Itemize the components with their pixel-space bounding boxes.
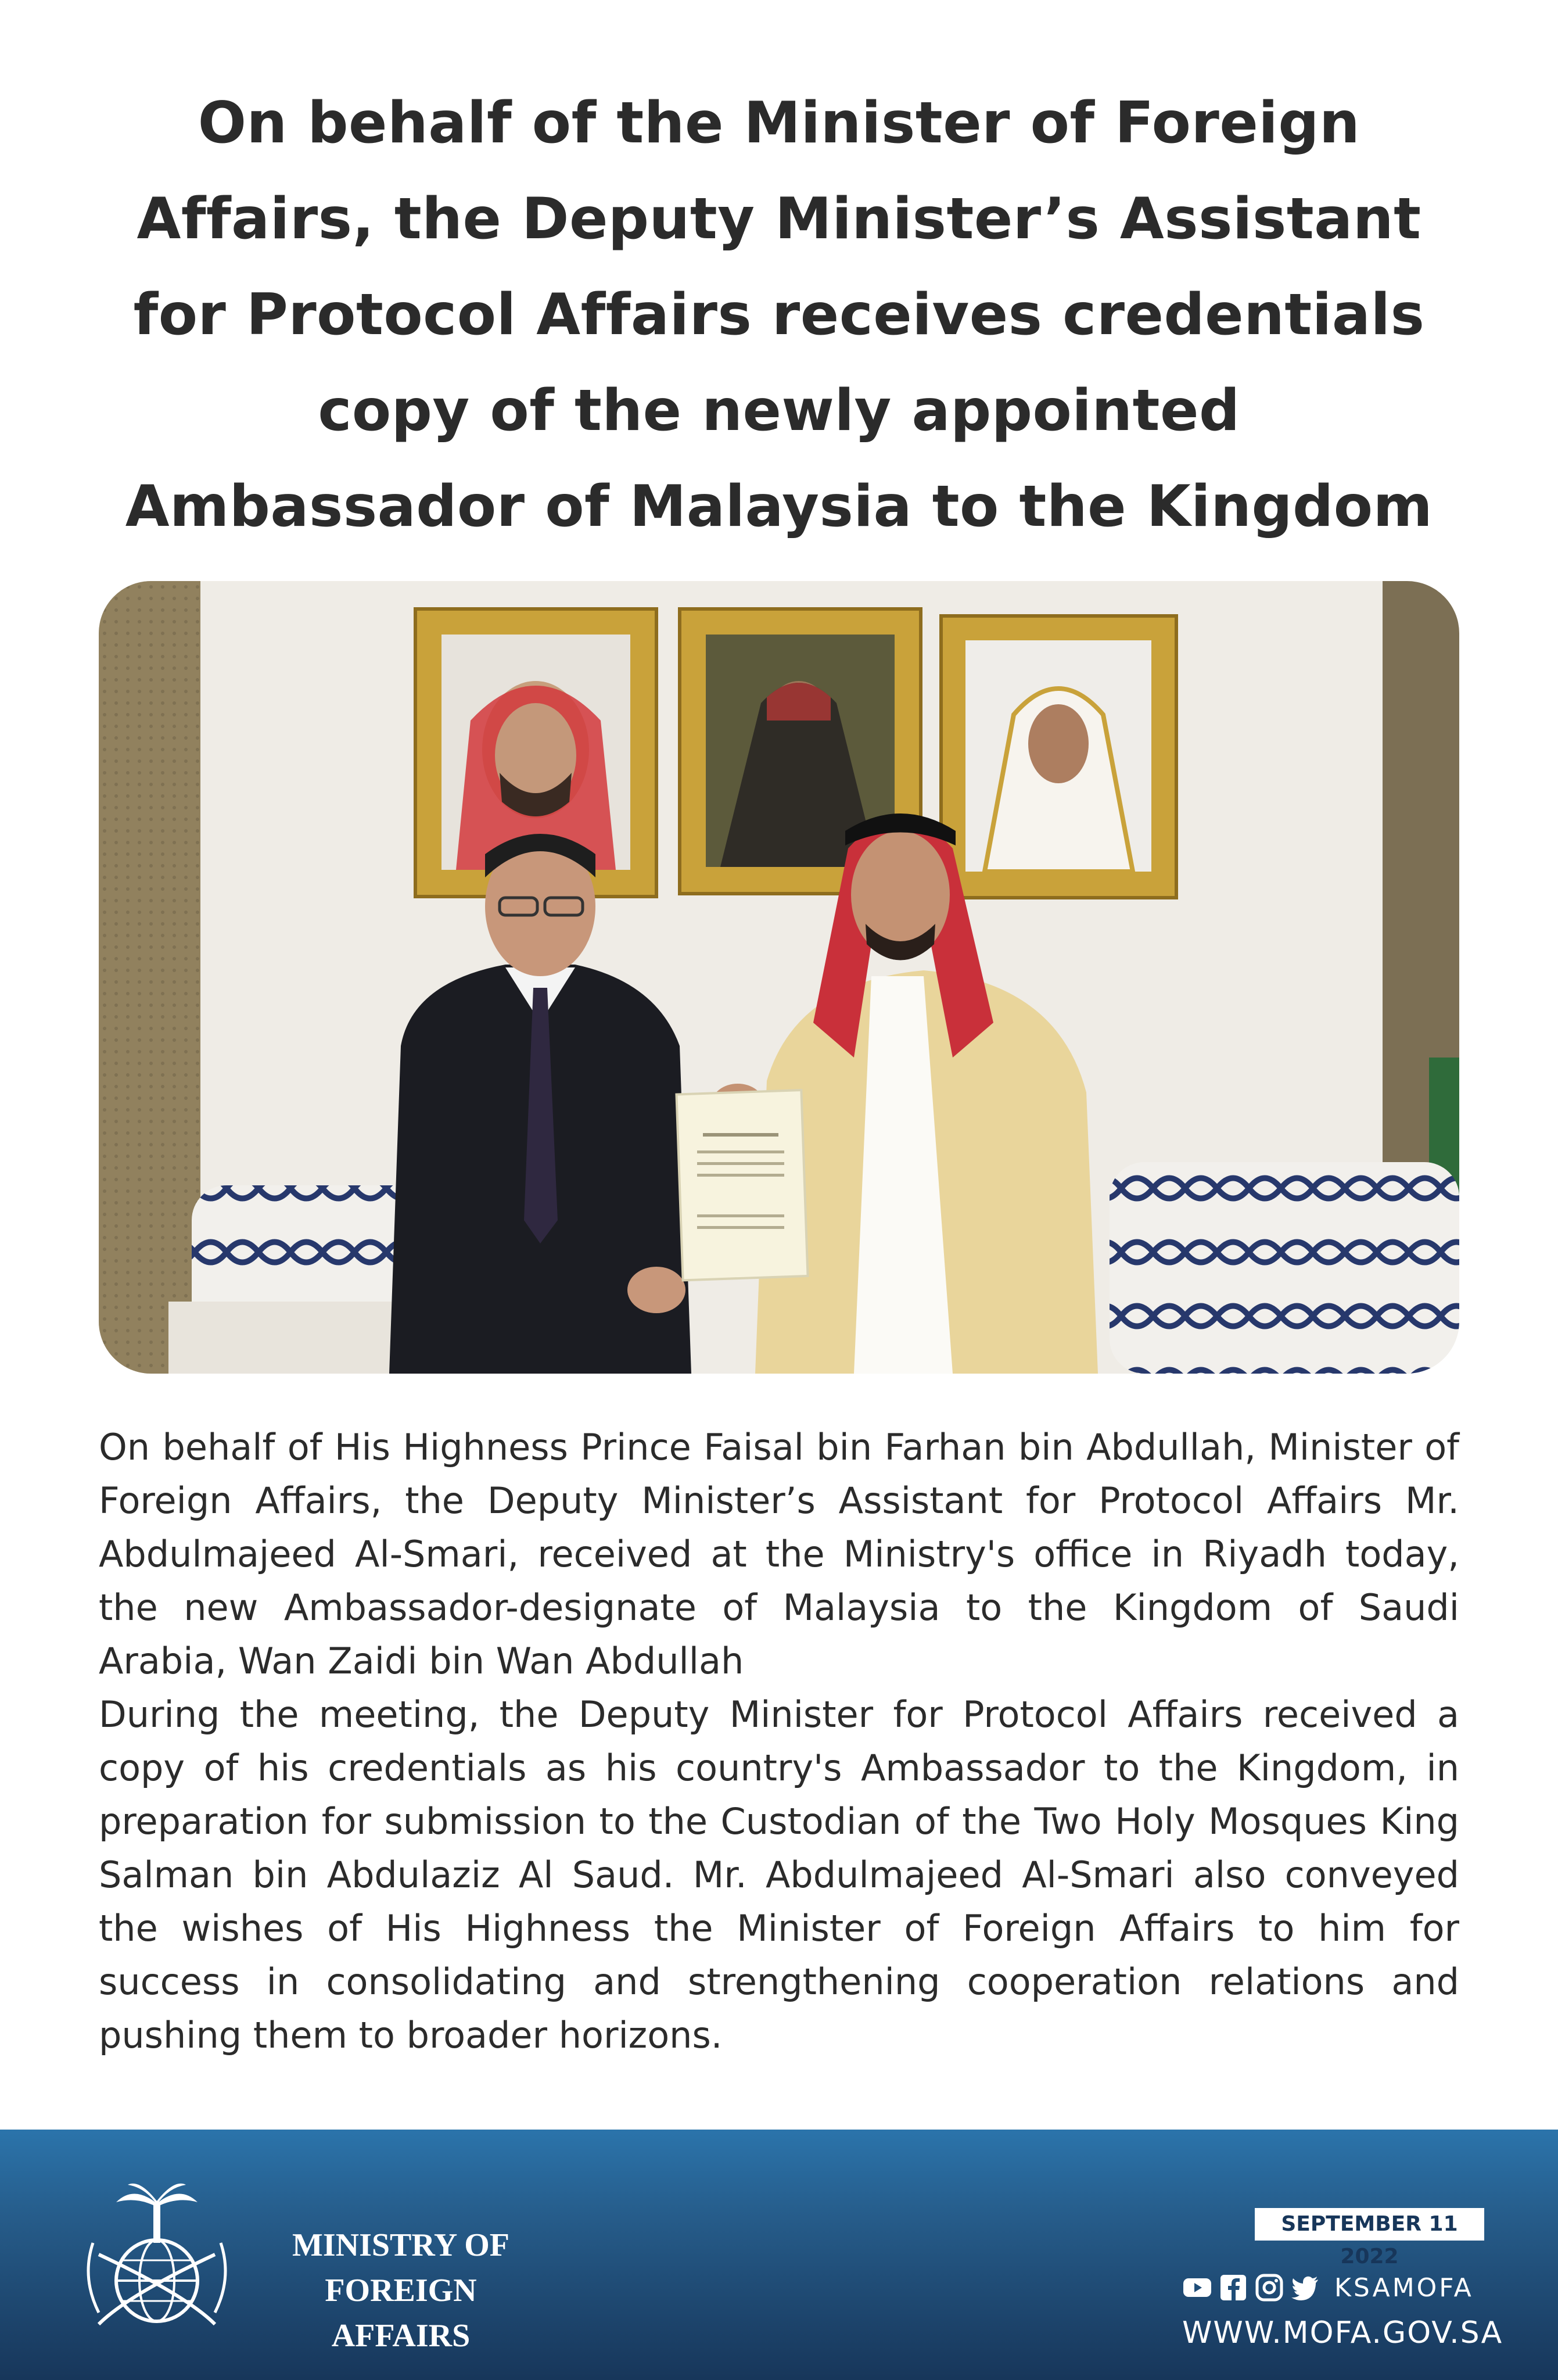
ministry-emblem-icon (76, 2179, 238, 2336)
portrait-right (941, 616, 1176, 898)
page-title (70, 76, 1488, 555)
social-handle[interactable]: KSAMOFA (1334, 2273, 1474, 2303)
ministry-line: MINISTRY OF (292, 2227, 509, 2263)
footer-banner (0, 2130, 1558, 2380)
youtube-icon[interactable] (1182, 2273, 1212, 2303)
social-links (1182, 2269, 1490, 2306)
title-line: for Protocol Affairs receives credentials (133, 282, 1425, 348)
title-line: On behalf of the Minister of Foreign (198, 90, 1360, 156)
title-line: Affairs, the Deputy Minister’s Assistant (137, 186, 1421, 252)
credentials-document (676, 1090, 807, 1280)
website-link[interactable]: WWW.MOFA.GOV.SA (1182, 2316, 1503, 2350)
ministry-line: FOREIGN AFFAIRS (325, 2273, 477, 2354)
title-line: copy of the newly appointed (318, 378, 1240, 444)
title-line: Ambassador of Malaysia to the Kingdom (125, 474, 1433, 540)
date-badge: SEPTEMBER 11 2022 (1255, 2208, 1484, 2241)
instagram-icon[interactable] (1254, 2273, 1284, 2303)
article-body (99, 1421, 1459, 2062)
meeting-photo (99, 581, 1459, 1374)
facebook-icon[interactable] (1218, 2273, 1248, 2303)
twitter-icon[interactable] (1290, 2273, 1320, 2303)
body-paragraph: On behalf of His Highness Prince Faisal bin Farhan bin Abdullah, Minister of Foreign Affairs, the Deputy Minister’s Assistant for Protocol Affairs Mr. Abdulmajeed Al-Smari, received at the Ministry's office in Riyadh today, the new Ambassador-designate of Malaysia to the Kingdom of Saudi Arabia, Wan Zaidi bin Wan Abdullah (99, 1426, 1459, 1682)
ministry-name (256, 2223, 546, 2359)
right-chair (1110, 1162, 1459, 1374)
body-paragraph: During the meeting, the Deputy Minister for Protocol Affairs received a copy of his credentials as his country's Ambassador to the Kingdom, in preparation for submission to the Custodian of the Two Holy Mosques King Salman bin Abdulaziz Al Saud. Mr. Abdulmajeed Al-Smari also conveyed the wishes of His Highness the Minister of Foreign Affairs to him for success in consolidating and strengthening cooperation relations and pushing them to broader horizons. (99, 1693, 1459, 2056)
